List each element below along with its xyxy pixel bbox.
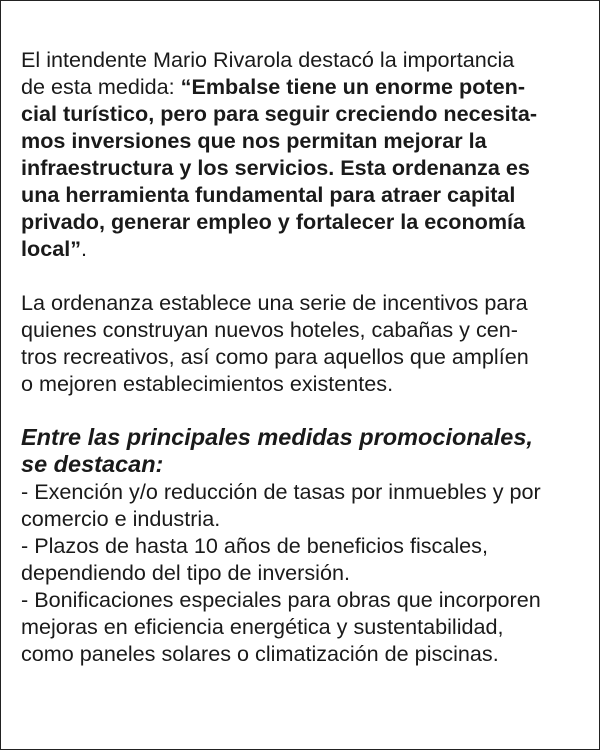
heading-line: Entre las principales medidas promocionales, [21,424,533,450]
text-line: - Plazos de hasta 10 años de beneficios fiscales, [21,533,488,558]
text-line: mejoras en eficiencia energética y sustentabilidad, [21,614,504,639]
section-heading [21,424,586,478]
text-line: o mejoren establecimientos existentes. [21,371,394,396]
text-line: La ordenanza establece una serie de incentivos para [21,290,528,315]
list-item [21,532,586,586]
text-line [21,73,586,100]
quote-text: cial turístico, pero para seguir creciendo necesita- [21,101,538,126]
text-line [21,235,586,262]
text-segment: de esta medida: [21,74,181,99]
text-line: quienes construyan nuevos hoteles, cabañas y cen- [21,317,518,342]
text-line: tros recreativos, así como para aquellos que amplíen [21,344,529,369]
text-line: comercio e industria. [21,506,221,531]
text-line: dependiendo del tipo de inversión. [21,560,350,585]
measures-list [21,478,586,667]
quote-paragraph [21,46,586,262]
quote-text: infraestructura y los servicios. Esta ordenanza es [21,155,530,180]
quote-text: una herramienta fundamental para atraer capital [21,182,516,207]
text-line: como paneles solares o climatización de piscinas. [21,641,499,666]
list-item [21,478,586,532]
list-item [21,586,586,667]
text-segment: . [81,236,88,261]
text-line: - Exención y/o reducción de tasas por inmuebles y por [21,479,541,504]
quote-text: privado, generar empleo y fortalecer la economía [21,209,526,234]
quote-text: “Embalse tiene un enorme poten- [180,74,526,99]
quote-text: mos inversiones que nos permitan mejorar la [21,128,487,153]
text-line: - Bonificaciones especiales para obras que incorporen [21,587,541,612]
quote-text: local” [21,236,82,261]
heading-line: se destacan: [21,451,164,477]
incentives-paragraph [21,289,586,397]
text-segment: El intendente Mario Rivarola destacó la importancia [21,47,515,72]
article-body [21,46,586,667]
text-line [21,46,586,73]
